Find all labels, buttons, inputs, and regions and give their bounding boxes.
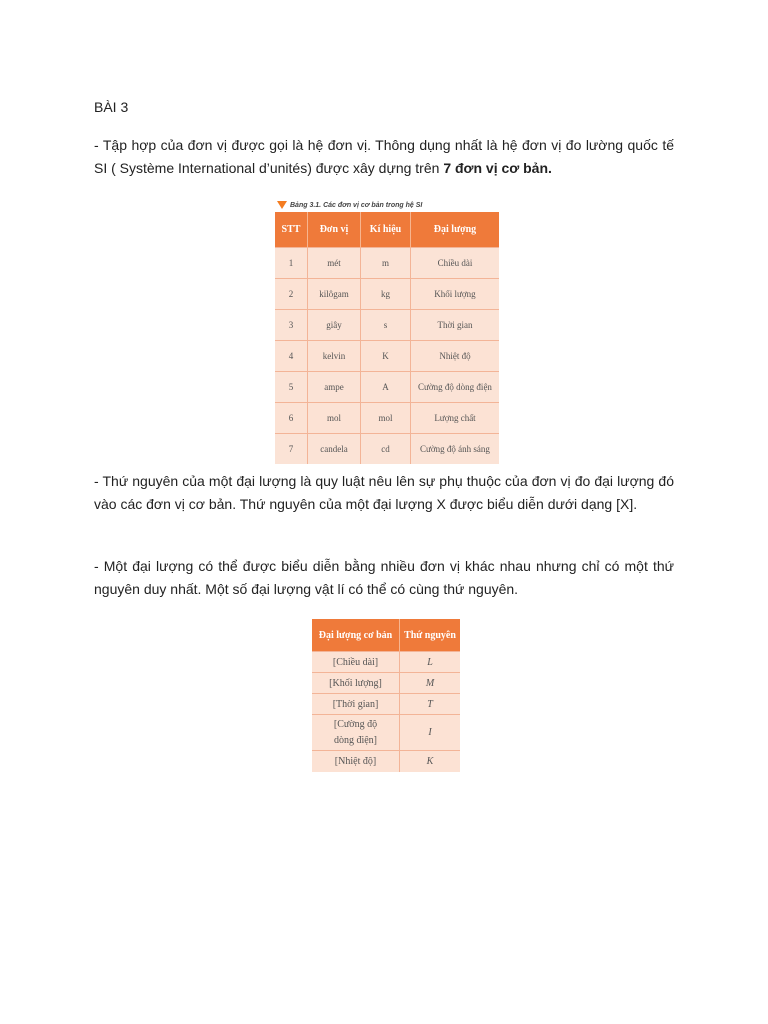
dimensions-table	[312, 619, 460, 772]
table-cell: Nhiệt độ	[411, 341, 500, 372]
table-cell: [Khối lượng]	[312, 673, 400, 694]
table-cell: kg	[361, 279, 411, 310]
table-cell: Thời gian	[411, 310, 500, 341]
caption-triangle-icon	[277, 201, 287, 209]
paragraph-bold-text: 7 đơn vị cơ bản.	[443, 160, 552, 176]
table-cell: K	[400, 751, 461, 772]
table-cell: L	[400, 652, 461, 673]
table-cell: mét	[308, 248, 361, 279]
table-cell: A	[361, 372, 411, 403]
table-cell: M	[400, 673, 461, 694]
table-cell: kelvin	[308, 341, 361, 372]
table-cell: Cường độ dòng điện	[411, 372, 500, 403]
table-cell: giây	[308, 310, 361, 341]
table-cell: 1	[275, 248, 308, 279]
table-cell: K	[361, 341, 411, 372]
table-cell: [Cường độ dòng điện]	[312, 715, 400, 751]
header-cell: STT	[275, 212, 308, 248]
paragraph-si-intro	[94, 134, 674, 180]
si-units-table-block	[275, 198, 499, 464]
table-row	[275, 434, 499, 465]
table-cell: 5	[275, 372, 308, 403]
table-row	[275, 310, 499, 341]
header-cell: Đại lượng cơ bản	[312, 619, 400, 652]
paragraph-text: - Tập hợp của đơn vị được gọi là hệ đơn vị. Thông dụng nhất là hệ đơn vị đo lường quốc tế SI ( Système International d’unités) được xây dựng trên	[94, 137, 674, 176]
si-units-table	[275, 212, 499, 464]
table-cell: candela	[308, 434, 361, 465]
table-row	[275, 403, 499, 434]
table-row	[312, 673, 460, 694]
table-cell: cd	[361, 434, 411, 465]
table-cell: s	[361, 310, 411, 341]
table-cell: mol	[308, 403, 361, 434]
table-row	[275, 372, 499, 403]
paragraph-dimension-definition: - Thứ nguyên của một đại lượng là quy luật nêu lên sự phụ thuộc của đơn vị đo đại lượng đó vào các đơn vị cơ bản. Thứ nguyên của một đại lượng X được biểu diễn dưới dạng [X].	[94, 473, 674, 512]
table-row	[312, 751, 460, 772]
table-cell: [Thời gian]	[312, 694, 400, 715]
table-cell: [Chiều dài]	[312, 652, 400, 673]
table-cell: 3	[275, 310, 308, 341]
table-row	[275, 279, 499, 310]
header-cell: Đại lượng	[411, 212, 500, 248]
table-cell: 4	[275, 341, 308, 372]
table-cell: I	[400, 715, 461, 751]
table-row	[312, 694, 460, 715]
table-cell: Lượng chất	[411, 403, 500, 434]
table-caption	[275, 198, 499, 212]
table-cell: [Nhiệt độ]	[312, 751, 400, 772]
table-cell: Khối lượng	[411, 279, 500, 310]
table-cell: m	[361, 248, 411, 279]
table-cell: Chiều dài	[411, 248, 500, 279]
table-header-row	[275, 212, 499, 248]
table-cell: T	[400, 694, 461, 715]
table-cell: 7	[275, 434, 308, 465]
paragraph-dimension-uniqueness: - Một đại lượng có thể được biểu diễn bằng nhiều đơn vị khác nhau nhưng chỉ có một thứ nguyên duy nhất. Một số đại lượng vật lí có thể có cùng thứ nguyên.	[94, 558, 674, 597]
table-caption-text: Bảng 3.1. Các đơn vị cơ bản trong hệ SI	[290, 201, 423, 209]
header-cell: Kí hiệu	[361, 212, 411, 248]
table-row	[275, 248, 499, 279]
table-cell: ampe	[308, 372, 361, 403]
table-cell: kilôgam	[308, 279, 361, 310]
table-cell: Cường độ ánh sáng	[411, 434, 500, 465]
header-cell: Đơn vị	[308, 212, 361, 248]
header-cell: Thứ nguyên	[400, 619, 461, 652]
table-cell: 2	[275, 279, 308, 310]
table-row	[312, 652, 460, 673]
table-row	[275, 341, 499, 372]
lesson-heading: BÀI 3	[94, 99, 129, 115]
table-cell: mol	[361, 403, 411, 434]
table-cell: 6	[275, 403, 308, 434]
table-header-row	[312, 619, 460, 652]
table-row	[312, 715, 460, 751]
